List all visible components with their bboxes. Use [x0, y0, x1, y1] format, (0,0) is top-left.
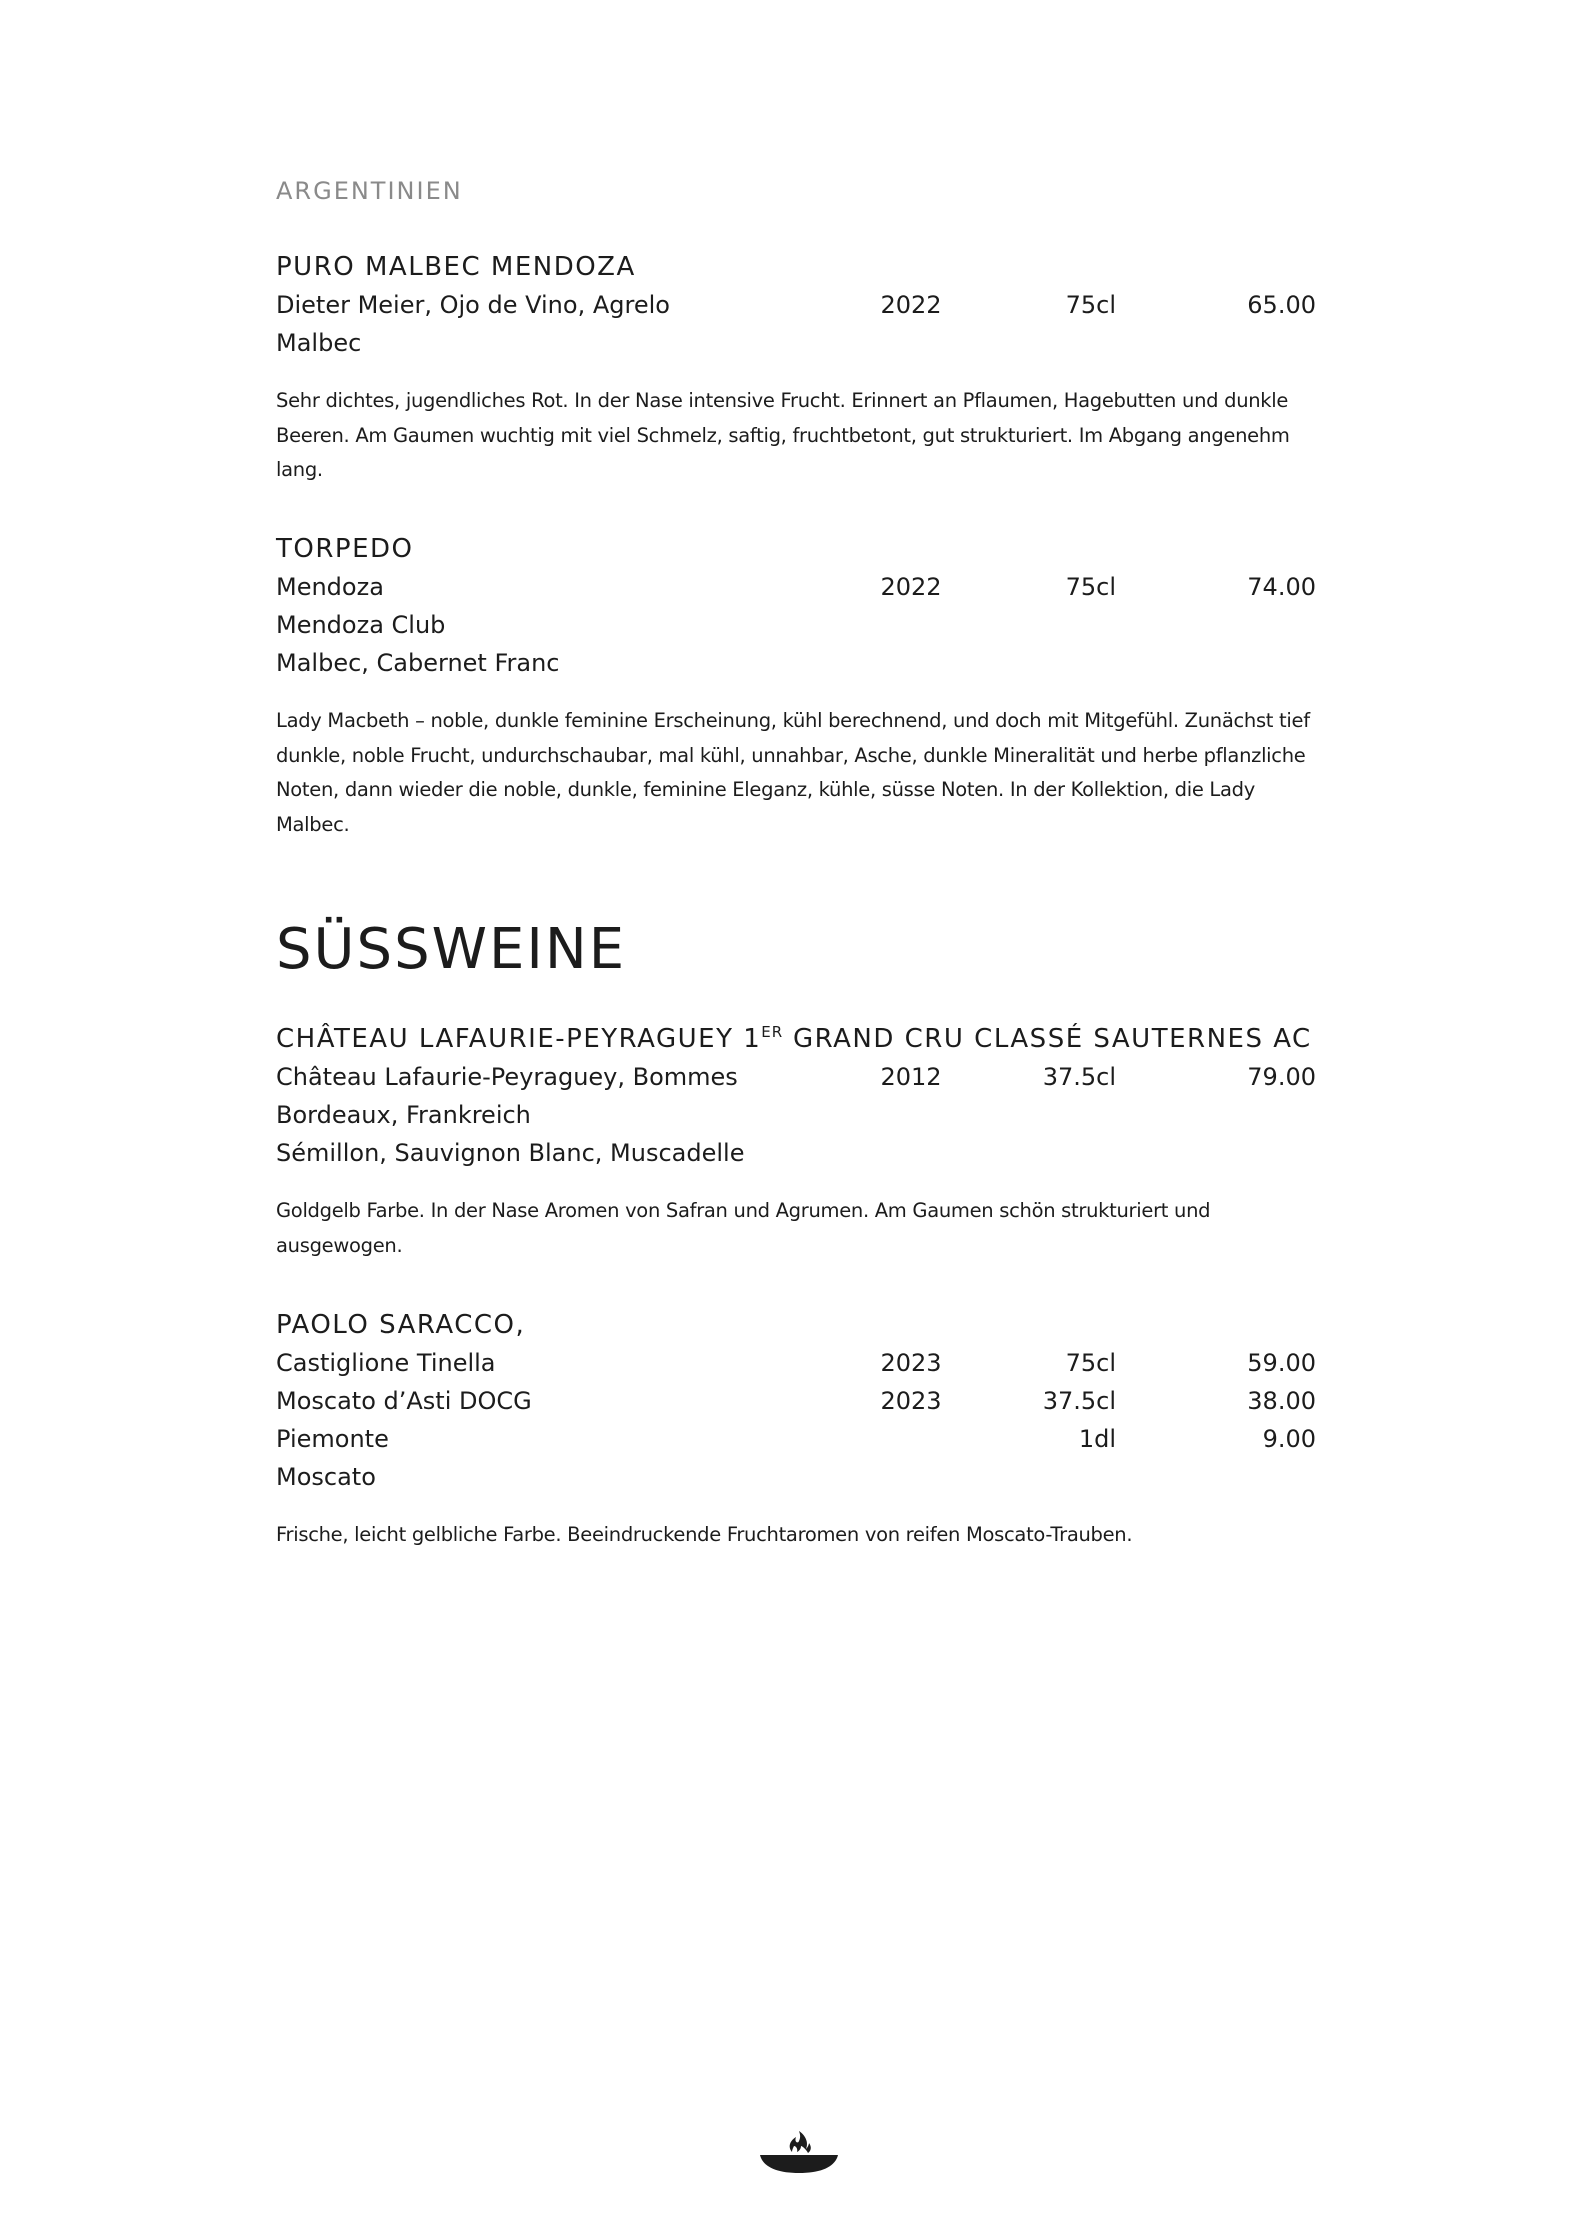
wine-description: Goldgelb Farbe. In der Nase Aromen von Safran und Agrumen. Am Gaumen schön strukturiert und ausgewogen. — [276, 1199, 1211, 1257]
wine-producer: Castiglione Tinella — [276, 1349, 496, 1377]
wine-row — [276, 606, 1316, 644]
wine-row — [276, 1096, 1316, 1134]
wine-volume: 75cl — [1065, 1349, 1116, 1377]
wine-year: 2022 — [880, 291, 942, 319]
wine-row — [276, 1344, 1316, 1382]
wine-region: Mendoza Club — [276, 611, 446, 639]
flame-bowl-icon — [756, 2122, 842, 2178]
wine-row — [276, 1382, 1316, 1420]
wine-grape: Moscato — [276, 1463, 376, 1491]
wine-grape: Malbec, Cabernet Franc — [276, 649, 560, 677]
wine-volume: 37.5cl — [1042, 1387, 1116, 1415]
wine-row — [276, 286, 1316, 324]
wine-producer: Château Lafaurie-Peyraguey, Bommes — [276, 1063, 738, 1091]
wine-year: 2023 — [880, 1349, 942, 1377]
wine-description: Lady Macbeth – noble, dunkle feminine Erscheinung, kühl berechnend, und doch mit Mitgefühl. Zunächst tief dunkle, noble Frucht, undurchschaubar, mal kühl, unnahbar, Asche, dunkle Mineralität und herbe pflanzliche Noten, dann wieder die noble, dunkle, feminine Eleganz, kühle, süsse Noten. In der Kollektion, die Lady Malbec. — [276, 709, 1310, 836]
wine-name: TORPEDO — [276, 534, 414, 564]
wine-year: 2023 — [880, 1387, 942, 1415]
wine-producer: Mendoza — [276, 573, 384, 601]
wine-year: 2022 — [880, 573, 942, 601]
wine-price: 65.00 — [1247, 291, 1316, 319]
wine-entry — [276, 1020, 1316, 1263]
region-heading: ARGENTINIEN — [276, 177, 463, 205]
wine-grape: Sémillon, Sauvignon Blanc, Muscadelle — [276, 1139, 745, 1167]
wine-row — [276, 1058, 1316, 1096]
wine-region: Piemonte — [276, 1425, 389, 1453]
wine-row — [276, 1134, 1316, 1172]
wine-entry — [276, 1306, 1316, 1553]
wine-price: 38.00 — [1247, 1387, 1316, 1415]
wine-price: 74.00 — [1247, 573, 1316, 601]
wine-row — [276, 324, 1316, 362]
wine-price: 79.00 — [1247, 1063, 1316, 1091]
wine-entry — [276, 530, 1316, 842]
wine-row — [276, 644, 1316, 682]
wine-grape: Malbec — [276, 329, 362, 357]
wine-appellation: Moscato d’Asti DOCG — [276, 1387, 532, 1415]
wine-row — [276, 568, 1316, 606]
wine-name: PURO MALBEC MENDOZA — [276, 252, 636, 282]
wine-price: 9.00 — [1262, 1425, 1316, 1453]
wine-name-superscript: ER — [761, 1023, 784, 1041]
wine-year: 2012 — [880, 1063, 942, 1091]
wine-volume: 37.5cl — [1042, 1063, 1116, 1091]
section-title: SÜSSWEINE — [276, 917, 627, 982]
wine-row — [276, 1420, 1316, 1458]
wine-row — [276, 1458, 1316, 1496]
wine-description: Frische, leicht gelbliche Farbe. Beeindruckende Fruchtaromen von reifen Moscato-Trauben. — [276, 1523, 1133, 1546]
wine-name-part: CHÂTEAU LAFAURIE-PEYRAGUEY 1 — [276, 1024, 762, 1054]
wine-volume: 1dl — [1078, 1425, 1116, 1453]
wine-price: 59.00 — [1247, 1349, 1316, 1377]
wine-volume: 75cl — [1065, 573, 1116, 601]
wine-name-part: GRAND CRU CLASSÉ SAUTERNES AC — [783, 1024, 1312, 1054]
wine-name — [276, 1020, 1316, 1058]
wine-entry — [276, 248, 1316, 488]
wine-region: Bordeaux, Frankreich — [276, 1101, 531, 1129]
wine-description: Sehr dichtes, jugendliches Rot. In der Nase intensive Frucht. Erinnert an Pflaumen, Hagebutten und dunkle Beeren. Am Gaumen wuchtig mit viel Schmelz, saftig, fruchtbetont, gut strukturiert. Im Abgang angenehm lang. — [276, 389, 1290, 481]
wine-name: PAOLO SARACCO, — [276, 1310, 526, 1340]
wine-volume: 75cl — [1065, 291, 1116, 319]
wine-producer: Dieter Meier, Ojo de Vino, Agrelo — [276, 291, 670, 319]
